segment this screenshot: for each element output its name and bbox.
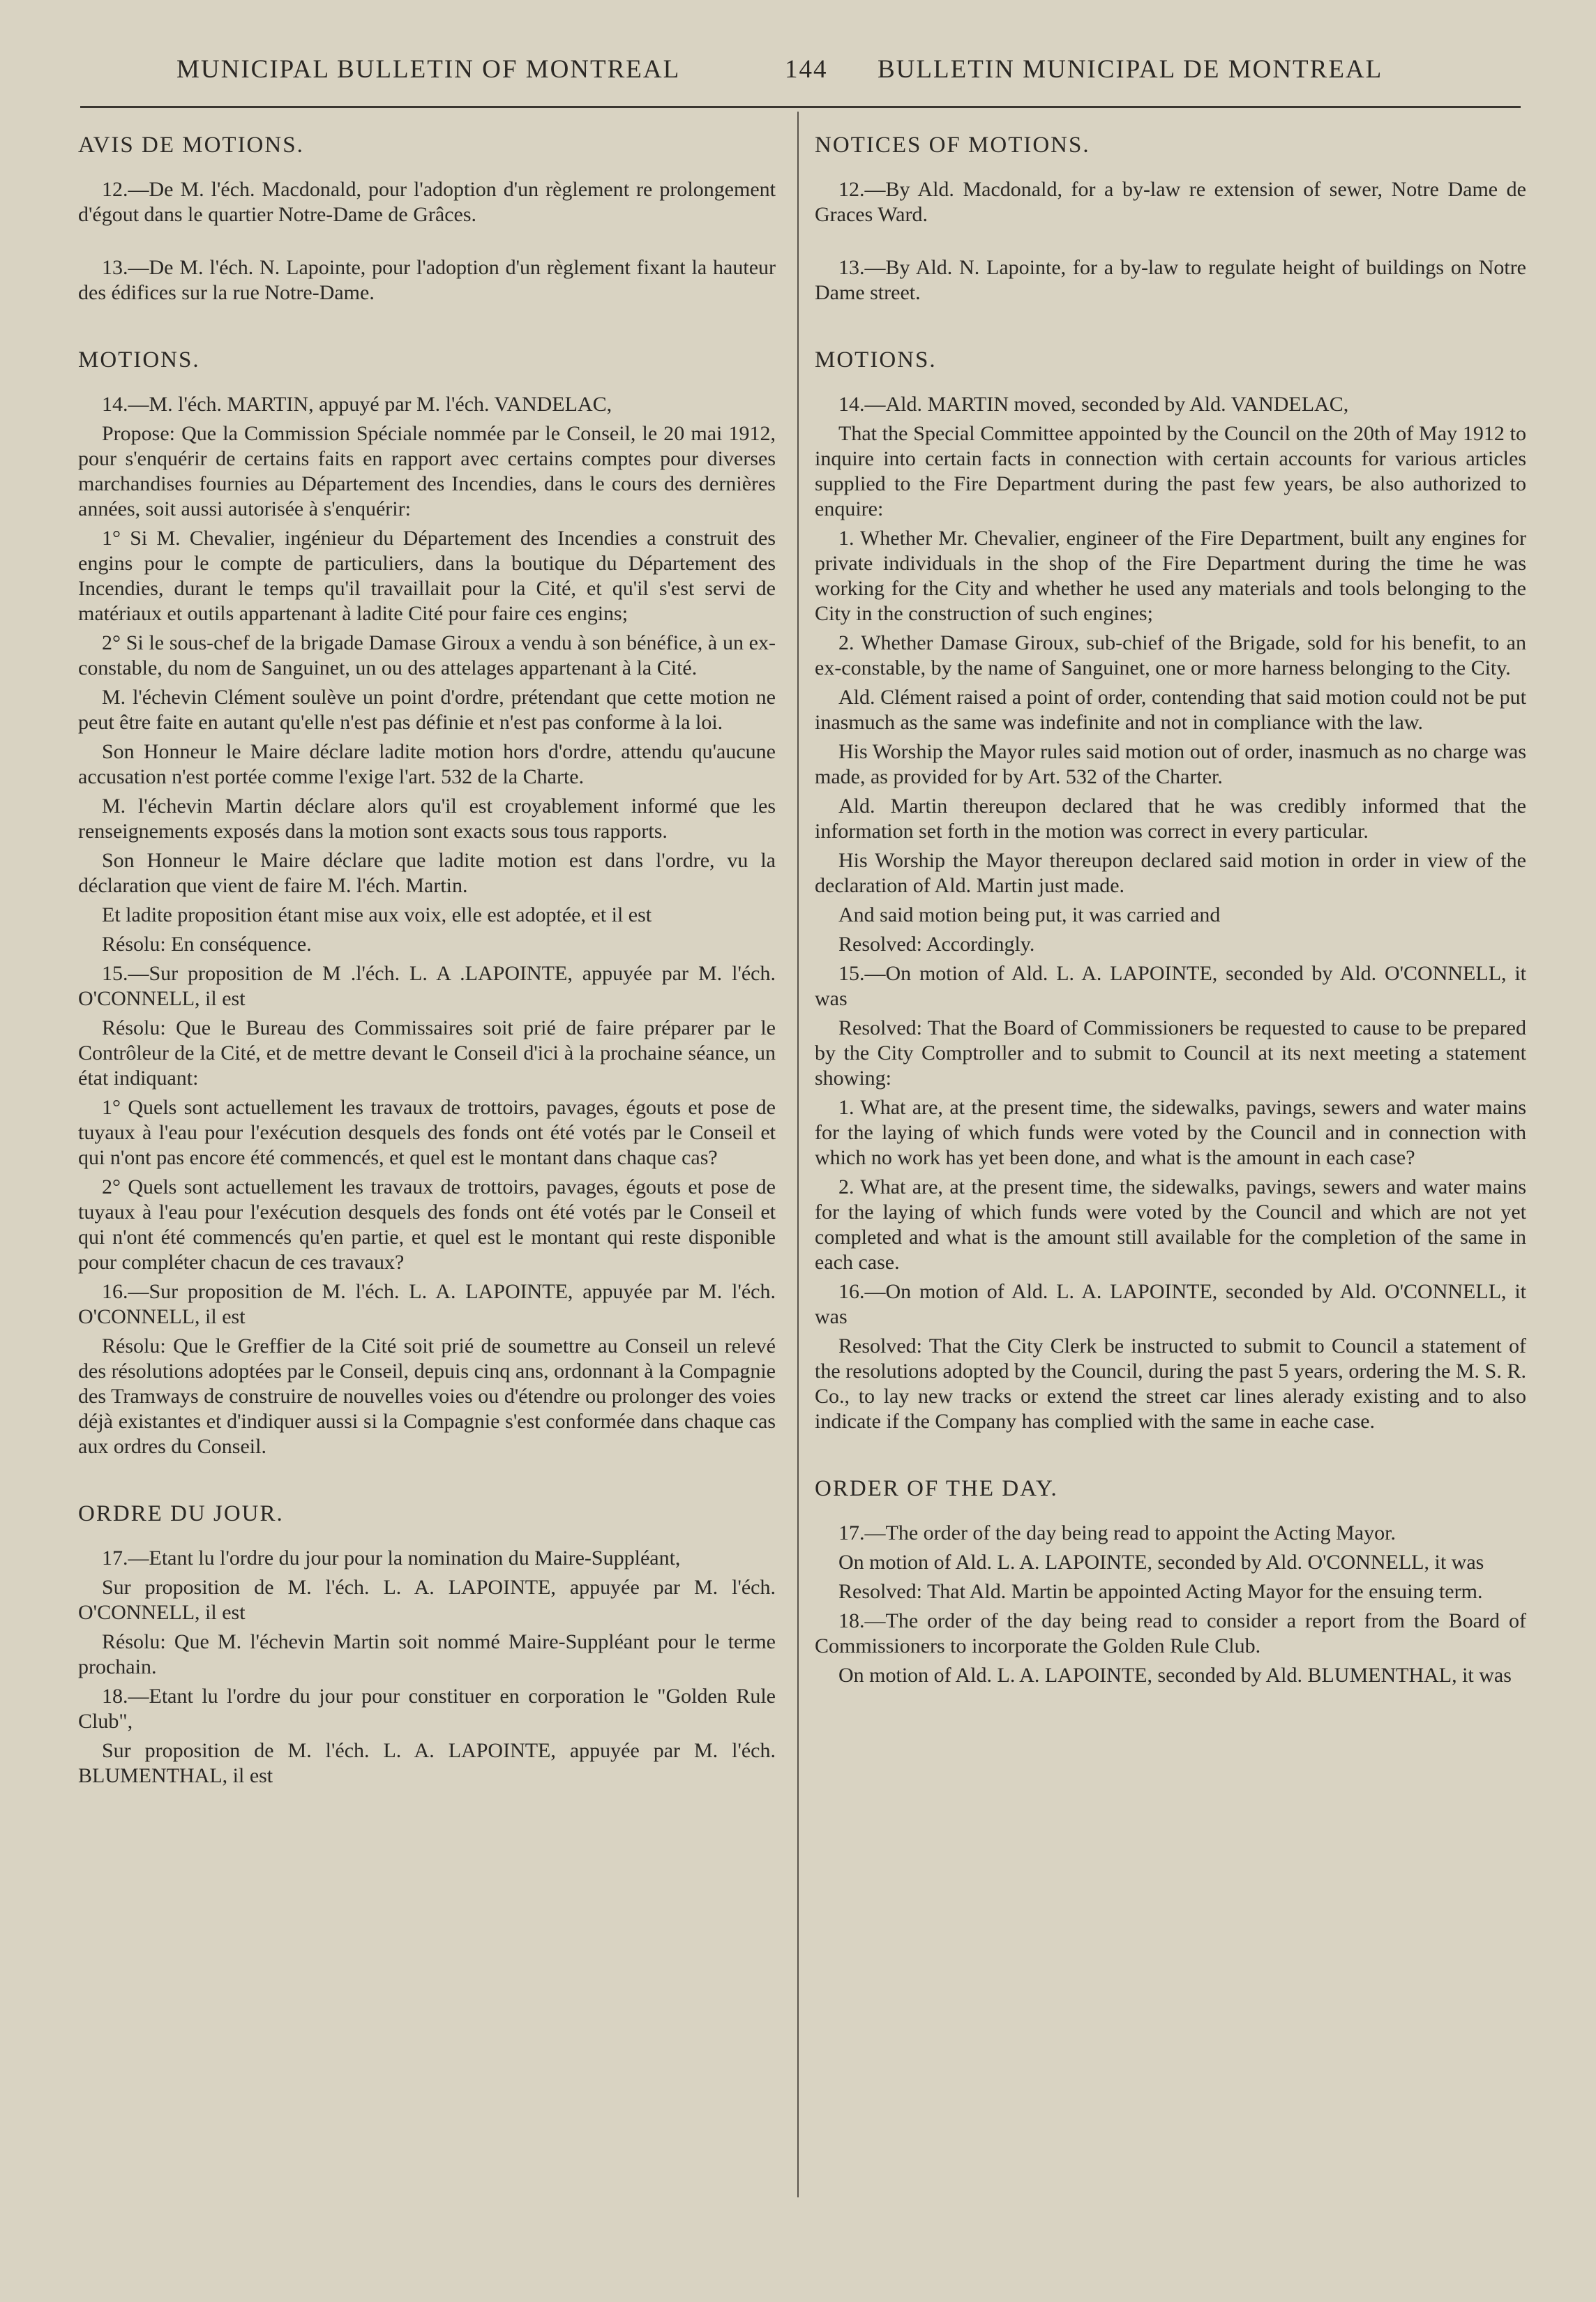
paragraph: His Worship the Mayor thereupon declared said motion in order in view of the declaration of Ald. Martin just made. [815,849,1526,897]
paragraph: Résolu: En conséquence. [102,933,312,956]
paragraph: Son Honneur le Maire déclare ladite motion hors d'ordre, attendu qu'aucune accusation n'est portée comme l'exige l'art. 532 de la Charte. [78,740,776,788]
paragraph: And said motion being put, it was carried and [838,903,1221,926]
paragraph: Sur proposition de M. l'éch. L. A. LAPOINTE, appuyée par M. l'éch. BLUMENTHAL, il est [78,1739,776,1787]
paragraph: 17.—Etant lu l'ordre du jour pour la nomination du Maire-Suppléant, [102,1547,681,1570]
paragraph: Et ladite proposition étant mise aux voix, elle est adoptée, et il est [102,903,652,926]
header-left-title: MUNICIPAL BULLETIN OF MONTREAL [176,55,681,84]
paragraph: M. l'échevin Clément soulève un point d'ordre, prétendant que cette motion ne peut être faite en autant qu'elle n'est pas définie et n'est pas conforme à la loi. [78,686,776,734]
paragraph: M. l'échevin Martin déclare alors qu'il est croyablement informé que les renseignements exposés dans la motion sont exacts sous tous rapports. [78,795,776,843]
paragraph: On motion of Ald. L. A. LAPOINTE, seconded by Ald. BLUMENTHAL, it was [838,1664,1512,1687]
paragraph: 17.—The order of the day being read to appoint the Acting Mayor. [838,1521,1396,1544]
paragraph: On motion of Ald. L. A. LAPOINTE, seconded by Ald. O'CONNELL, it was [838,1551,1484,1574]
paragraph: Resolved: That the Board of Commissioners be requested to cause to be prepared by the City Comptroller and to submit to Council at its next meeting a statement showing: [815,1016,1526,1090]
paragraph: Sur proposition de M. l'éch. L. A. LAPOINTE, appuyée par M. l'éch. O'CONNELL, il est [78,1576,776,1624]
page-header [0,54,1596,89]
paragraph: 15.—On motion of Ald. L. A. LAPOINTE, seconded by Ald. O'CONNELL, it was [815,962,1526,1010]
paragraph: 18.—The order of the day being read to consider a report from the Board of Commissioners to incorporate the Golden Rule Club. [815,1609,1526,1657]
paragraph: Résolu: Que M. l'échevin Martin soit nommé Maire-Suppléant pour le terme prochain. [78,1630,776,1678]
paragraph: 1° Si M. Chevalier, ingénieur du Département des Incendies a construit des engins pour le compte de particuliers, dans la boutique du Département des Incendies, durant le temps qu'il travaillait pour la Cité, et qu'il s'est servi de matériaux et outils appartenant à ladite Cité pour faire ces engins; [78,527,776,625]
header-right-title: BULLETIN MUNICIPAL DE MONTREAL [878,55,1383,84]
paragraph: Résolu: Que le Greffier de la Cité soit prié de soumettre au Conseil un relevé des résolutions adoptées par le Conseil, depuis cinq ans, ordonnant à la Compagnie des Tramways de construire de nouvelles voies ou d'étendre ou prolonger des voies déjà existantes et d'indiquer aussi si la Compagnie s'est conformée dans chaque cas aux ordres du Conseil. [78,1334,776,1458]
paragraph: Resolved: That the City Clerk be instructed to submit to Council a statement of the resolutions adopted by the Council, during the past 5 years, ordering the M. S. R. Co., to lay new tracks or extend the street car lines alerady existing and to also indicate if the Company has complied with the same in eache case. [815,1334,1526,1433]
paragraph: 12.—De M. l'éch. Macdonald, pour l'adoption d'un règlement re prolongement d'égout dans le quartier Notre-Dame de Grâces. [78,178,776,226]
paragraph: His Worship the Mayor rules said motion out of order, inasmuch as no charge was made, as provided for by Art. 532 of the Charter. [815,740,1526,788]
paragraph: 1° Quels sont actuellement les travaux de trottoirs, pavages, égouts et pose de tuyaux à l'eau pour l'exécution desquels des fonds ont été votés par le Conseil et qui n'ont pas encore été commencés, et quel est le montant dans chaque cas? [78,1096,776,1169]
paragraph: 2° Quels sont actuellement les travaux de trottoirs, pavages, égouts et pose de tuyaux à l'eau pour l'exécution desquels des fonds ont été votés par le Conseil et qui n'ont été commencés qu'en partie, et quel est le montant qui reste disponible pour compléter chacun de ces travaux? [78,1175,776,1274]
paragraph: 14.—Ald. MARTIN moved, seconded by Ald. VANDELAC, [838,393,1349,416]
paragraph: 2. Whether Damase Giroux, sub-chief of the Brigade, sold for his benefit, to an ex-constable, by the name of Sanguinet, one or more harness belonging to the City. [815,631,1526,679]
paragraph: That the Special Committee appointed by the Council on the 20th of May 1912 to inquire into certain facts in connection with certain accounts for various articles supplied to the Fire Department during the past few years, be also authorized to enquire: [815,422,1526,520]
paragraph: 12.—By Ald. Macdonald, for a by-law re extension of sewer, Notre Dame de Graces Ward. [815,178,1526,226]
paragraph: 16.—On motion of Ald. L. A. LAPOINTE, seconded by Ald. O'CONNELL, it was [815,1280,1526,1328]
paragraph: 15.—Sur proposition de M .l'éch. L. A .LAPOINTE, appuyée par M. l'éch. O'CONNELL, il est [78,962,776,1010]
section-heading: NOTICES OF MOTIONS. [815,133,1090,158]
paragraph: 18.—Etant lu l'ordre du jour pour constituer en corporation le "Golden Rule Club", [78,1685,776,1733]
header-rule [80,106,1521,108]
english-column [815,133,1526,1692]
section-heading: ORDER OF THE DAY. [815,1476,1058,1501]
page-number: 144 [785,55,828,84]
paragraph: 13.—De M. l'éch. N. Lapointe, pour l'adoption d'un règlement fixant la hauteur des édifices sur la rue Notre-Dame. [78,256,776,304]
paragraph: Ald. Clément raised a point of order, contending that said motion could not be put inasmuch as the same was indefinite and not in compliance with the law. [815,686,1526,734]
paragraph: Resolved: Accordingly. [838,933,1035,956]
paragraph: 1. Whether Mr. Chevalier, engineer of the Fire Department, built any engines for private individuals in the shop of the Fire Department during the time he was working for the City and whether he used any materials and tools belonging to the City in the construction of such engines; [815,527,1526,625]
paragraph: Résolu: Que le Bureau des Commissaires soit prié de faire préparer par le Contrôleur de la Cité, et de mettre devant le Conseil d'ici à la prochaine séance, un état indiquant: [78,1016,776,1090]
paragraph: Son Honneur le Maire déclare que ladite motion est dans l'ordre, vu la déclaration que vient de faire M. l'éch. Martin. [78,849,776,897]
paragraph: 14.—M. l'éch. MARTIN, appuyé par M. l'éch. VANDELAC, [102,393,612,416]
paragraph: 16.—Sur proposition de M. l'éch. L. A. LAPOINTE, appuyée par M. l'éch. O'CONNELL, il est [78,1280,776,1328]
section-heading: AVIS DE MOTIONS. [78,133,304,158]
section-heading: MOTIONS. [815,347,937,373]
paragraph: Resolved: That Ald. Martin be appointed Acting Mayor for the ensuing term. [838,1580,1483,1603]
column-divider [797,112,799,2197]
paragraph: 1. What are, at the present time, the sidewalks, pavings, sewers and water mains for the laying of which funds were voted by the Council and in connection with which no work has yet been done, and what is the amount in each case? [815,1096,1526,1169]
section-heading: MOTIONS. [78,347,200,373]
section-heading: ORDRE DU JOUR. [78,1501,284,1526]
paragraph: 2° Si le sous-chef de la brigade Damase Giroux a vendu à son bénéfice, à un ex-constable, du nom de Sanguinet, un ou des attelages appartenant à la Cité. [78,631,776,679]
paragraph: 2. What are, at the present time, the sidewalks, pavings, sewers and water mains for the laying of which funds were voted by the Council and which are not yet completed and what is the amount still available for the completion of the same in each case. [815,1175,1526,1274]
paragraph: 13.—By Ald. N. Lapointe, for a by-law to regulate height of buildings on Notre Dame street. [815,256,1526,304]
french-column [78,133,776,1793]
paragraph: Propose: Que la Commission Spéciale nommée par le Conseil, le 20 mai 1912, pour s'enquérir de certains faits en rapport avec certains comptes pour diverses marchandises fournies au Département des Incendies, dans le cours des dernières années, soit aussi autorisée à s'enquérir: [78,422,776,520]
paragraph: Ald. Martin thereupon declared that he was credibly informed that the information set forth in the motion was correct in every particular. [815,795,1526,843]
